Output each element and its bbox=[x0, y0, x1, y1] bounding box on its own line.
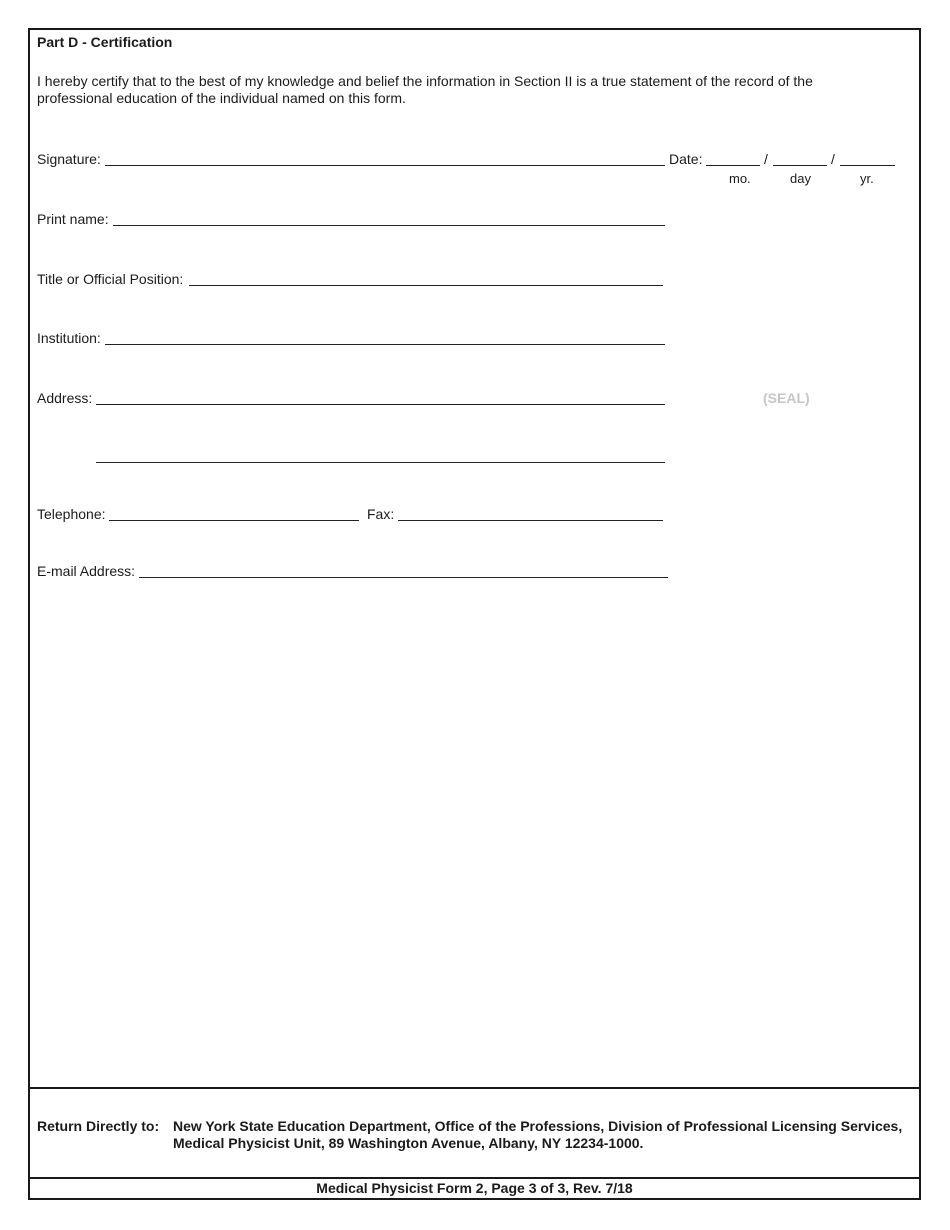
address-field-line2[interactable] bbox=[96, 449, 665, 463]
form-border bbox=[28, 28, 921, 1200]
date-day-caption: day bbox=[790, 171, 811, 186]
footer-divider bbox=[28, 1177, 921, 1179]
fax-field[interactable] bbox=[398, 507, 663, 521]
date-yr-caption: yr. bbox=[860, 171, 874, 186]
address-field-line1[interactable] bbox=[96, 391, 665, 405]
section-title: Part D - Certification bbox=[37, 34, 173, 50]
telephone-label: Telephone: bbox=[37, 506, 106, 522]
address-label: Address: bbox=[37, 390, 93, 406]
date-separator: / bbox=[831, 151, 835, 167]
print-name-field[interactable] bbox=[113, 212, 665, 226]
seal-placeholder: (SEAL) bbox=[763, 390, 810, 406]
title-field[interactable] bbox=[189, 272, 663, 286]
form-footer: Medical Physicist Form 2, Page 3 of 3, Rev. 7/18 bbox=[316, 1180, 633, 1196]
certification-statement: I hereby certify that to the best of my knowledge and belief the information in Section II is a true statement of the record of the professional education of the individual named on this form. bbox=[37, 73, 813, 106]
telephone-field[interactable] bbox=[109, 507, 359, 521]
email-label: E-mail Address: bbox=[37, 563, 136, 579]
return-address: New York State Education Department, Office of the Professions, Division of Professional Licensing Services, Medical Physicist Unit, 89 Washington Avenue, Albany, NY 12234-1000. bbox=[173, 1118, 903, 1151]
date-label: Date: bbox=[669, 151, 703, 167]
institution-label: Institution: bbox=[37, 330, 101, 346]
date-day-field[interactable] bbox=[773, 152, 827, 166]
print-name-label: Print name: bbox=[37, 211, 109, 227]
signature-label: Signature: bbox=[37, 151, 101, 167]
return-label: Return Directly to: bbox=[37, 1118, 160, 1134]
date-separator: / bbox=[764, 151, 768, 167]
email-field[interactable] bbox=[139, 564, 668, 578]
fax-label: Fax: bbox=[367, 506, 395, 522]
institution-field[interactable] bbox=[105, 331, 665, 345]
date-year-field[interactable] bbox=[840, 152, 895, 166]
date-mo-caption: mo. bbox=[729, 171, 751, 186]
signature-field[interactable] bbox=[105, 152, 665, 166]
date-month-field[interactable] bbox=[706, 152, 760, 166]
title-label: Title or Official Position: bbox=[37, 271, 184, 287]
return-section-divider bbox=[28, 1087, 921, 1089]
